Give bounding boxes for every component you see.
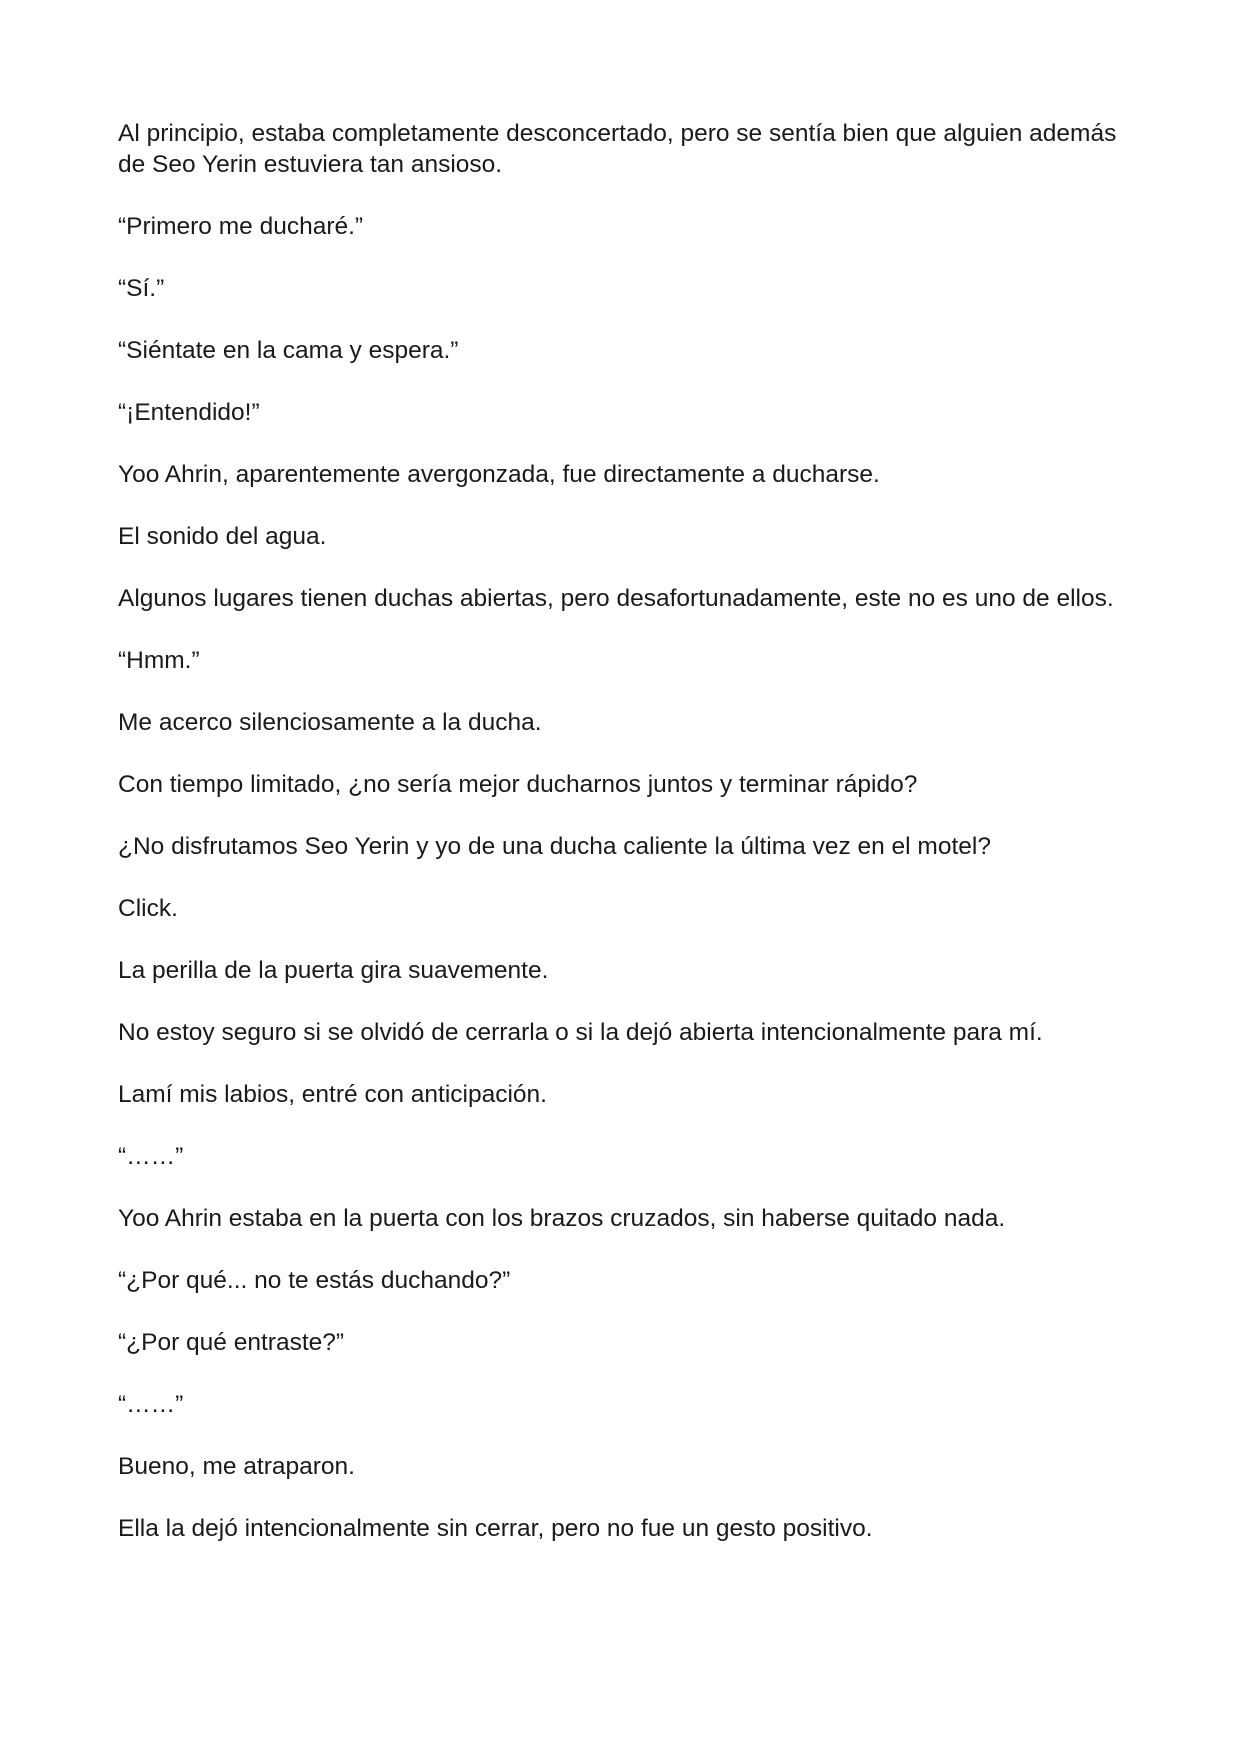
paragraph: Bueno, me atraparon. <box>118 1453 355 1480</box>
paragraph: No estoy seguro si se olvidó de cerrarla o si la dejó abierta intencionalmente para mí. <box>118 1019 1043 1046</box>
paragraph: “¿Por qué entraste?” <box>118 1329 345 1356</box>
paragraph: ¿No disfrutamos Seo Yerin y yo de una ducha caliente la última vez en el motel? <box>118 833 991 860</box>
paragraph: “Primero me ducharé.” <box>118 213 364 240</box>
paragraph: Yoo Ahrin, aparentemente avergonzada, fue directamente a ducharse. <box>118 461 880 488</box>
paragraph: “……” <box>118 1143 184 1170</box>
document-body <box>118 118 1128 1575</box>
paragraph: Click. <box>118 895 178 922</box>
paragraph: Al principio, estaba completamente desconcertado, pero se sentía bien que alguien además de Seo Yerin estuviera tan ansioso. <box>118 120 1117 178</box>
paragraph: Lamí mis labios, entré con anticipación. <box>118 1081 547 1108</box>
paragraph: Algunos lugares tienen duchas abiertas, pero desafortunadamente, este no es uno de ellos. <box>118 585 1114 612</box>
paragraph: “Hmm.” <box>118 647 200 674</box>
paragraph: “Sí.” <box>118 275 165 302</box>
paragraph: “Siéntate en la cama y espera.” <box>118 337 459 364</box>
paragraph: Con tiempo limitado, ¿no sería mejor ducharnos juntos y terminar rápido? <box>118 771 918 798</box>
paragraph: El sonido del agua. <box>118 523 327 550</box>
paragraph: Me acerco silenciosamente a la ducha. <box>118 709 542 736</box>
paragraph: “……” <box>118 1391 184 1418</box>
paragraph: Yoo Ahrin estaba en la puerta con los brazos cruzados, sin haberse quitado nada. <box>118 1205 1006 1232</box>
paragraph: “¿Por qué... no te estás duchando?” <box>118 1267 511 1294</box>
paragraph: Ella la dejó intencionalmente sin cerrar, pero no fue un gesto positivo. <box>118 1515 873 1542</box>
paragraph: La perilla de la puerta gira suavemente. <box>118 957 549 984</box>
paragraph: “¡Entendido!” <box>118 399 260 426</box>
